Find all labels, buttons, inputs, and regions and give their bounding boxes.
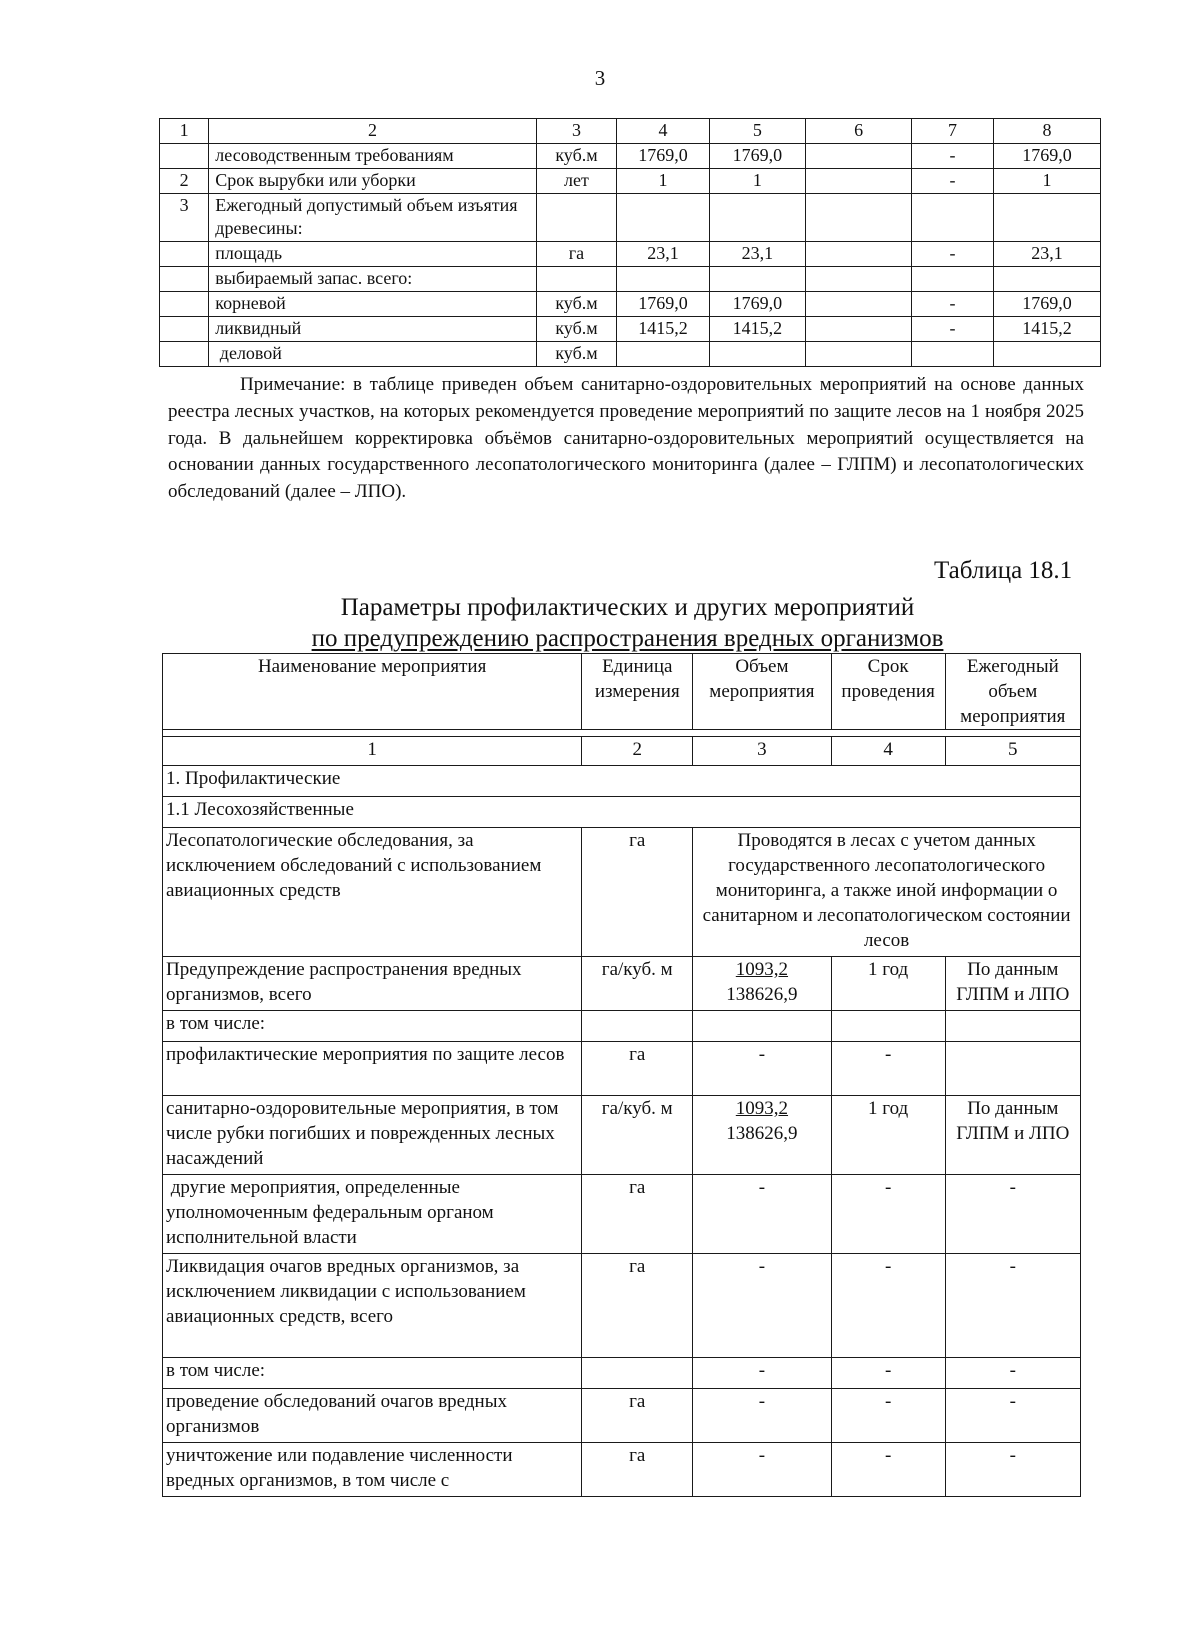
table-1-cell (536, 267, 617, 292)
row-name: Ликвидация очагов вредных организмов, за исключением ликвидации с использованием авиационных средств, всего (163, 1254, 582, 1358)
row-term: - (831, 1358, 945, 1389)
table-1-cell: 1769,0 (709, 144, 806, 169)
table-1-cell: корневой (209, 292, 536, 317)
table-1-cell (536, 194, 617, 242)
row-volume: - (693, 1175, 831, 1254)
table-1-cell (617, 342, 709, 367)
table-1-cell: 23,1 (709, 242, 806, 267)
row-unit: га/куб. м (582, 957, 693, 1011)
section-row (163, 797, 1081, 828)
row-unit: га/куб. м (582, 1096, 693, 1175)
table-1-cell (160, 292, 209, 317)
table-1-cell: 1769,0 (993, 144, 1100, 169)
table-1-cell: лесоводственным требованиям (209, 144, 536, 169)
table-1-cell: 5 (709, 119, 806, 144)
table-1-cell: ликвидный (209, 317, 536, 342)
table-row (163, 1389, 1081, 1443)
table-1-cell: площадь (209, 242, 536, 267)
table-row (163, 1175, 1081, 1254)
table-1-row (160, 317, 1101, 342)
row-term: - (831, 1042, 945, 1096)
table-note: Примечание: в таблице приведен объем санитарно-оздоровительных мероприятий на основе данных реестра лесных участков, на которых рекомендуется проведение мероприятий по защите лесов на 1 ноября 2025 года. В дальнейшем корректировка объёмов санитарно-оздоровительных мероприятий осуществляется на основании данных государственного лесопатологического мониторинга (далее – ГЛПМ) и лесопатологических обследований (далее – ЛПО). (168, 374, 1084, 503)
table-1-cell (160, 242, 209, 267)
table-row (163, 1358, 1081, 1389)
row-term: 1 год (831, 957, 945, 1011)
col-number-2: 2 (582, 737, 693, 766)
row-name: Предупреждение распространения вредных организмов, всего (163, 957, 582, 1011)
table-1-cell: 3 (536, 119, 617, 144)
row-annual: По данным ГЛПМ и ЛПО (945, 1096, 1080, 1175)
row-name: в том числе: (163, 1011, 582, 1042)
row-unit (582, 1011, 693, 1042)
table-row (163, 1096, 1081, 1175)
table-1-cell: 3 (160, 194, 209, 242)
table-1-cell: 23,1 (617, 242, 709, 267)
row-unit: га (582, 1254, 693, 1358)
row-annual: - (945, 1175, 1080, 1254)
column-numbers-row (163, 737, 1081, 766)
row-volume (693, 957, 831, 1011)
row-name: уничтожение или подавление численности вредных организмов, в том числе с (163, 1443, 582, 1497)
table-1-cell: - (912, 144, 994, 169)
row-unit: га (582, 1175, 693, 1254)
col-number-3: 3 (693, 737, 831, 766)
table-1-cell (806, 194, 912, 242)
table-row (163, 1443, 1081, 1497)
row-unit (582, 1358, 693, 1389)
row-annual: - (945, 1254, 1080, 1358)
row-name: Лесопатологические обследования, за исключением обследований с использованием авиационных средств (163, 828, 582, 957)
row-unit: га (582, 1443, 693, 1497)
table-1-cell: 1 (709, 169, 806, 194)
row-name: санитарно-оздоровительные мероприятия, в том числе рубки погибших и поврежденных лесных насаждений (163, 1096, 582, 1175)
table-1-cell: 1769,0 (709, 292, 806, 317)
table-1 (159, 118, 1101, 367)
header-volume: Объем мероприятия (693, 654, 831, 730)
table-1-cell: 1769,0 (617, 292, 709, 317)
table-1-cell (709, 342, 806, 367)
table-1-cell (806, 144, 912, 169)
table-1-cell: 23,1 (993, 242, 1100, 267)
table-1-cell: лет (536, 169, 617, 194)
table-row (163, 1042, 1081, 1096)
table-1-cell (709, 194, 806, 242)
table-1-cell: 1 (160, 119, 209, 144)
table-1-cell: 1415,2 (617, 317, 709, 342)
table-row (163, 1011, 1081, 1042)
table-1-cell (806, 292, 912, 317)
table-1-row (160, 144, 1101, 169)
table-1-cell (912, 267, 994, 292)
table-1-cell (160, 342, 209, 367)
row-name: другие мероприятия, определенные уполномоченным федеральным органом исполнительной власти (163, 1175, 582, 1254)
col-number-1: 1 (163, 737, 582, 766)
table-1-cell: - (912, 292, 994, 317)
table-row (163, 828, 1081, 957)
table-1-cell (806, 342, 912, 367)
table-1-cell: Ежегодный допустимый объем изъятия древесины: (209, 194, 536, 242)
table-1-cell: 2 (209, 119, 536, 144)
row-term: 1 год (831, 1096, 945, 1175)
table-1-cell: 4 (617, 119, 709, 144)
table-1-cell: - (912, 242, 994, 267)
row-volume-area: 1093,2 (735, 1098, 789, 1119)
table-1-cell: 8 (993, 119, 1100, 144)
table-1-row (160, 342, 1101, 367)
header-annual: Ежегодный объем мероприятия (945, 654, 1080, 730)
table-1-cell: 2 (160, 169, 209, 194)
col-number-4: 4 (831, 737, 945, 766)
table-1-cell: - (912, 317, 994, 342)
table-18-1 (162, 653, 1081, 1497)
row-annual (945, 1042, 1080, 1096)
table-1-cell (993, 194, 1100, 242)
table-1-cell: 1415,2 (993, 317, 1100, 342)
section-row (163, 766, 1081, 797)
table-1-cell (709, 267, 806, 292)
row-unit: га (582, 1389, 693, 1443)
table-1-cell (160, 267, 209, 292)
table-1-cell: куб.м (536, 144, 617, 169)
row-volume: - (693, 1042, 831, 1096)
table-1-cell (912, 194, 994, 242)
row-volume (693, 1011, 831, 1042)
header-row (163, 654, 1081, 730)
table-1-cell: куб.м (536, 317, 617, 342)
table-1-cell (806, 169, 912, 194)
table-1-cell (617, 267, 709, 292)
row-name: в том числе: (163, 1358, 582, 1389)
row-annual: По данным ГЛПМ и ЛПО (945, 957, 1080, 1011)
row-term: - (831, 1443, 945, 1497)
table-1-cell (993, 267, 1100, 292)
table-1-cell: - (912, 169, 994, 194)
table-row (163, 957, 1081, 1011)
row-volume-cubic: 138626,9 (726, 1123, 798, 1144)
table-1-cell: 1 (617, 169, 709, 194)
table-1-cell: куб.м (536, 342, 617, 367)
table-title-line-1: Параметры профилактических и других мероприятий (340, 594, 915, 621)
row-volume: - (693, 1358, 831, 1389)
row-term: - (831, 1175, 945, 1254)
table-row (163, 1254, 1081, 1358)
table-1-cell (617, 194, 709, 242)
table-1-cell: 7 (912, 119, 994, 144)
table-1-cell (806, 242, 912, 267)
row-annual: - (945, 1358, 1080, 1389)
row-annual: - (945, 1443, 1080, 1497)
row-annual: - (945, 1389, 1080, 1443)
row-name: проведение обследований очагов вредных организмов (163, 1389, 582, 1443)
table-1-cell: 1415,2 (709, 317, 806, 342)
row-volume-area: 1093,2 (735, 959, 789, 980)
header-gap (163, 730, 1081, 737)
row-annual (945, 1011, 1080, 1042)
table-1-row (160, 169, 1101, 194)
section-1: 1. Профилактические (163, 766, 1081, 797)
table-1-row (160, 194, 1101, 242)
table-1-cell (993, 342, 1100, 367)
row-merged-note: Проводятся в лесах с учетом данных государственного лесопатологического мониторинга, а также иной информации о санитарном и лесопатологическом состоянии лесов (693, 828, 1081, 957)
table-1-cell (806, 267, 912, 292)
section-1-1: 1.1 Лесохозяйственные (163, 797, 1081, 828)
table-1-header-row (160, 119, 1101, 144)
header-term: Срок проведения (831, 654, 945, 730)
header-unit: Единица измерения (582, 654, 693, 730)
table-1-cell: деловой (209, 342, 536, 367)
table-1-cell: выбираемый запас. всего: (209, 267, 536, 292)
table-1-cell: га (536, 242, 617, 267)
table-1-cell: 1 (993, 169, 1100, 194)
row-name: профилактические мероприятия по защите лесов (163, 1042, 582, 1096)
row-volume (693, 1096, 831, 1175)
row-volume: - (693, 1443, 831, 1497)
row-unit: га (582, 828, 693, 957)
table-1-cell: куб.м (536, 292, 617, 317)
table-1-cell (160, 317, 209, 342)
table-label: Таблица 18.1 (934, 557, 1073, 584)
row-volume: - (693, 1254, 831, 1358)
table-1-row (160, 242, 1101, 267)
table-1-cell (160, 144, 209, 169)
table-1-cell: Срок вырубки или уборки (209, 169, 536, 194)
table-1-row (160, 267, 1101, 292)
row-unit: га (582, 1042, 693, 1096)
table-1-cell (912, 342, 994, 367)
table-title (160, 592, 1095, 654)
table-1-cell: 1769,0 (617, 144, 709, 169)
row-volume: - (693, 1389, 831, 1443)
row-term: - (831, 1254, 945, 1358)
row-volume-cubic: 138626,9 (726, 984, 798, 1005)
table-1-cell: 1769,0 (993, 292, 1100, 317)
col-number-5: 5 (945, 737, 1080, 766)
page-number: 3 (594, 66, 606, 90)
table-title-line-2: по предупреждению распространения вредных организмов (311, 625, 944, 652)
table-1-cell (806, 317, 912, 342)
row-term: - (831, 1389, 945, 1443)
header-name: Наименование мероприятия (163, 654, 582, 730)
table-1-row (160, 292, 1101, 317)
row-term (831, 1011, 945, 1042)
table-1-cell: 6 (806, 119, 912, 144)
